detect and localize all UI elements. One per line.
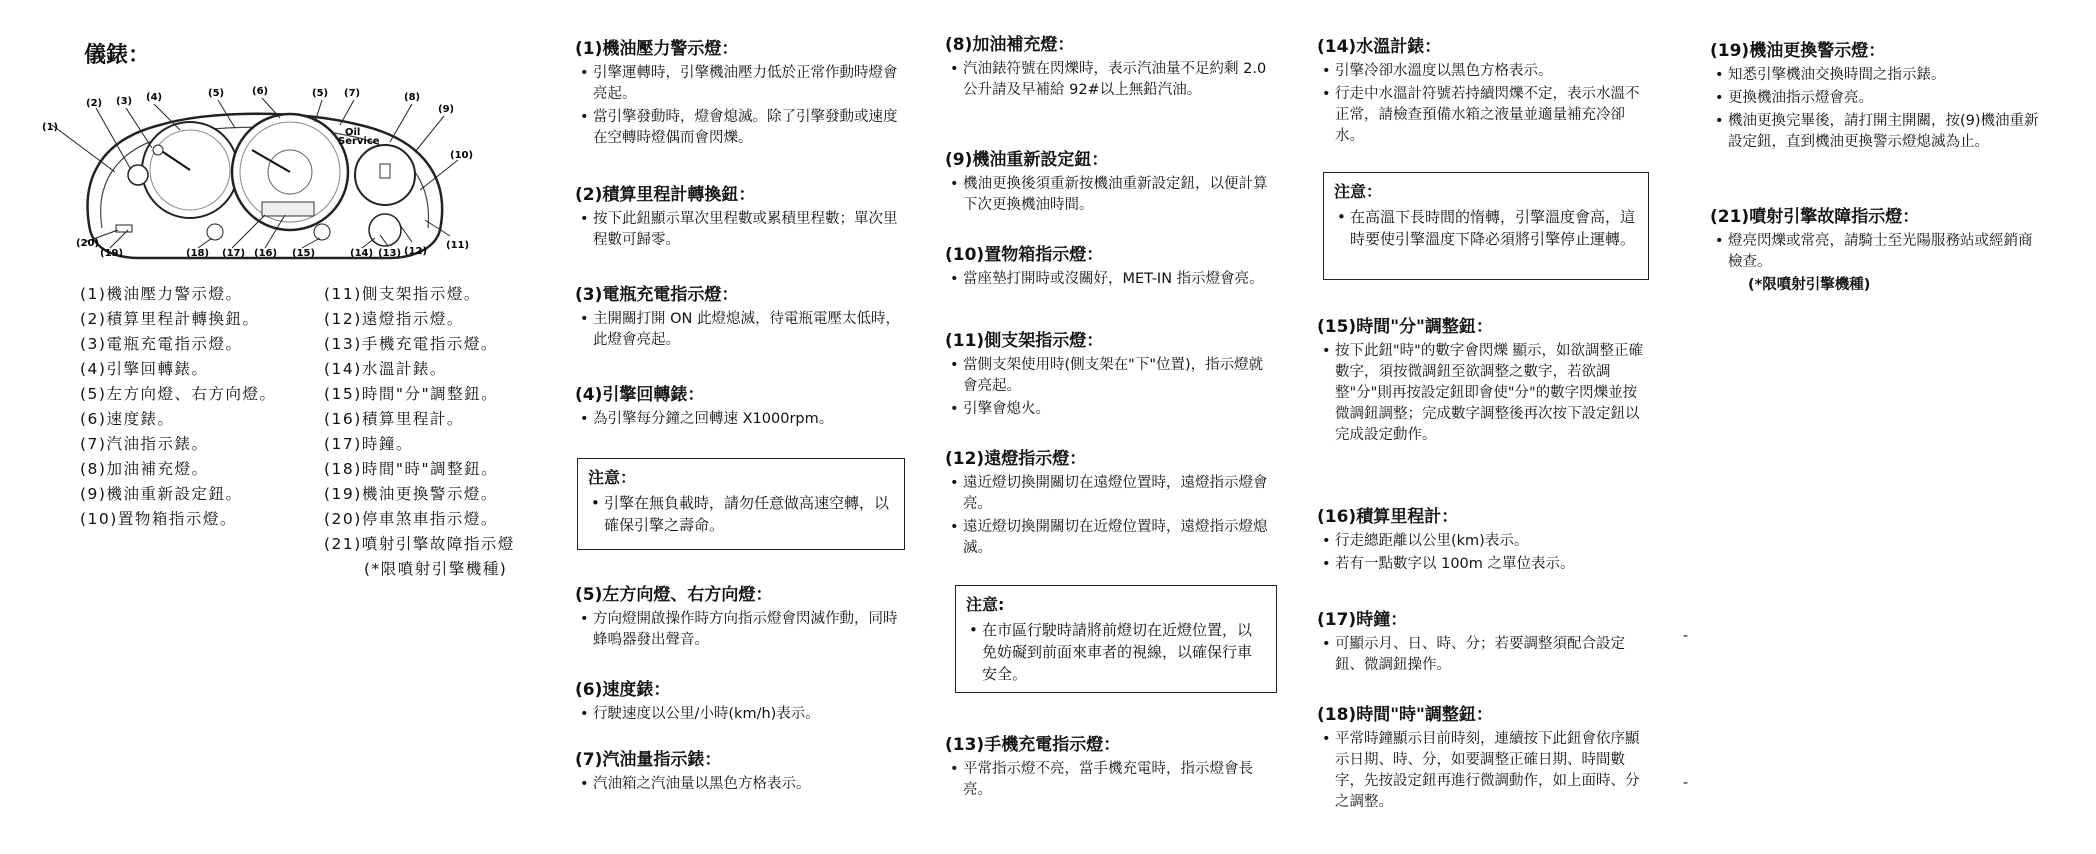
legend-item: (11)側支架指示燈。 — [324, 285, 481, 303]
section-clock — [1317, 605, 1647, 678]
stray-mark: - — [1683, 628, 1689, 644]
section-phone-charge — [945, 730, 1275, 803]
section-title: (13)手機充電指示燈： — [945, 735, 1121, 755]
trip-button — [207, 224, 223, 240]
section-item: • 機油更換完畢後，請打開主開關，按(9)機油重新設定鈕，直到機油更換警示燈熄滅為止。 — [1728, 111, 2040, 153]
section-side-stand — [945, 326, 1275, 422]
section-title: (6)速度錶： — [575, 680, 671, 700]
section-item: • 引擎冷卻水溫度以黑色方格表示。 — [1335, 61, 1647, 82]
section-high-beam — [945, 444, 1275, 561]
legend-item: (2)積算里程計轉換鈕。 — [80, 310, 260, 328]
section-item: • 引擎運轉時，引擎機油壓力低於正常作動時燈會亮起。 — [593, 63, 905, 105]
legend-item: (4)引擎回轉錶。 — [80, 360, 209, 378]
section-title: (15)時間"分"調整鈕： — [1317, 317, 1493, 337]
stray-mark: - — [1683, 775, 1689, 791]
section-title: (12)遠燈指示燈： — [945, 449, 1087, 469]
note-title: 注意: — [966, 595, 1005, 614]
callout-1: (1) — [42, 122, 59, 133]
note-box-engine — [577, 458, 905, 550]
legend-item: (9)機油重新設定鈕。 — [80, 485, 243, 503]
legend-item: (10)置物箱指示燈。 — [80, 510, 237, 528]
legend-item: (7)汽油指示錶。 — [80, 435, 209, 453]
section-item: • 機油更換後須重新按機油重新設定鈕，以便計算下次更換機油時間。 — [963, 174, 1275, 216]
section-item: • 當引擎發動時，燈會熄滅。除了引擎發動或速度在空轉時燈偶而會閃爍。 — [593, 107, 905, 149]
section-battery-lamp — [575, 280, 905, 353]
callout-12: (12) — [404, 246, 428, 257]
section-item: • 燈亮閃爍或常亮，請騎士至光陽服務站或經銷商檢查。 — [1728, 231, 2040, 273]
section-title: (1)機油壓力警示燈： — [575, 39, 739, 59]
section-oil-reset — [945, 145, 1275, 218]
callout-20: (20) — [76, 238, 100, 249]
section-title: (16)積算里程計： — [1317, 507, 1459, 527]
note-box-idling — [1323, 172, 1649, 280]
callout-17: (17) — [222, 248, 246, 259]
callout-11: (11) — [446, 240, 470, 251]
note-title: 注意： — [588, 468, 637, 487]
note-title: 注意： — [1334, 182, 1383, 201]
legend-item: (16)積算里程計。 — [324, 410, 464, 428]
section-item: • 按下此鈕顯示單次里程數或累積里程數；單次里程數可歸零。 — [593, 209, 905, 251]
section-fuel-lamp — [945, 30, 1275, 103]
minute-button — [314, 224, 330, 240]
section-item: • 更換機油指示燈會亮。 — [1728, 88, 2040, 109]
section-item: • 行走總距離以公里(km)表示。 — [1335, 531, 1647, 552]
section-title: (14)水溫計錶： — [1317, 37, 1442, 57]
section-item: • 主開關打開 ON 此燈熄滅，待電瓶電壓太低時，此燈會亮起。 — [593, 309, 905, 351]
section-minute-button — [1317, 312, 1647, 448]
section-title: (18)時間"時"調整鈕： — [1317, 705, 1493, 725]
fuel-gauge — [355, 145, 415, 205]
legend-item: (5)左方向燈、右方向燈。 — [80, 385, 277, 403]
section-oil-pressure — [575, 34, 905, 151]
callout-7: (7) — [344, 88, 361, 99]
section-item: • 行走中水溫計符號若持續閃爍不定，表示水溫不正常，請檢查預備水箱之液量並適量補充冷卻水。 — [1335, 84, 1647, 147]
section-item: • 方向燈開啟操作時方向指示燈會閃滅作動，同時蜂鳴器發出聲音。 — [593, 609, 905, 651]
section-item: • 當座墊打開時或沒關好，MET-IN 指示燈會亮。 — [963, 269, 1275, 290]
callout-15: (15) — [292, 248, 316, 259]
callout-13: (13) — [378, 248, 402, 259]
section-title: (21)噴射引擎故障指示燈： — [1710, 207, 1920, 227]
section-odometer — [1317, 502, 1647, 577]
callout-6: (6) — [252, 86, 269, 97]
section-title: (5)左方向燈、右方向燈： — [575, 585, 773, 605]
oil-pressure-lamp-icon — [128, 165, 148, 185]
legend-item: (3)電瓶充電指示燈。 — [80, 335, 243, 353]
legend-item: (*限噴射引擎機種) — [364, 560, 508, 578]
legend-item: (1)機油壓力警示燈。 — [80, 285, 243, 303]
callout-10: (10) — [450, 150, 474, 161]
section-title: (11)側支架指示燈： — [945, 331, 1104, 351]
section-oil-change-lamp — [1710, 36, 2040, 155]
section-tachometer — [575, 380, 905, 432]
battery-lamp-icon — [153, 145, 163, 155]
section-item: • 遠近燈切換開關切在遠燈位置時，遠燈指示燈會亮。 — [963, 473, 1275, 515]
section-title: (10)置物箱指示燈： — [945, 245, 1104, 265]
legend-item: (8)加油補充燈。 — [80, 460, 209, 478]
section-fi-warning — [1710, 202, 2040, 296]
callout-9: (9) — [438, 104, 455, 115]
section-title: (3)電瓶充電指示燈： — [575, 285, 739, 305]
callout-16: (16) — [254, 248, 278, 259]
section-item: • 引擎會熄火。 — [963, 399, 1275, 420]
callout-5-right: (5) — [312, 88, 329, 99]
parking-brake-lamp-icon — [116, 225, 132, 232]
legend-item: (12)遠燈指示燈。 — [324, 310, 464, 328]
section-storage-lamp — [945, 240, 1275, 292]
section-item: • 按下此鈕"時"的數字會閃爍 顯示，如欲調整正確數字，須按微調鈕至欲調整之數字，若欲調整"分"則再按設定鈕即會使"分"的數字閃爍並按微調鈕調整；完成數字調整後再次按下設定鈕以完成設定動作。 — [1335, 341, 1647, 446]
section-item: • 當側支架使用時(側支架在"下"位置)，指示燈就會亮起。 — [963, 355, 1275, 397]
section-title: (7)汽油量指示錶： — [575, 750, 722, 770]
callout-8: (8) — [404, 92, 421, 103]
callout-2: (2) — [86, 98, 103, 109]
section-item: • 汽油箱之汽油量以黑色方格表示。 — [593, 774, 905, 795]
legend-item: (19)機油更換警示燈。 — [324, 485, 498, 503]
section-item: • 可顯示月、日、時、分；若要調整須配合設定鈕、微調鈕操作。 — [1335, 634, 1647, 676]
oil-label: Oil — [345, 127, 361, 138]
legend-item: (14)水溫計錶。 — [324, 360, 447, 378]
section-item: • 知悉引擎機油交換時間之指示錶。 — [1728, 65, 2040, 86]
note-item: • 在市區行駛時請將前燈切在近燈位置，以免妨礙到前面來車者的視線，以確保行車安全。 — [982, 619, 1266, 685]
section-item: • 若有一點數字以 100m 之單位表示。 — [1335, 554, 1647, 575]
section-item: • 平常指示燈不亮，當手機充電時，指示燈會長亮。 — [963, 759, 1275, 801]
section-item: • 汽油錶符號在閃爍時，表示汽油量不足約剩 2.0 公升請及早補給 92#以上無鉛汽油。 — [963, 59, 1275, 101]
legend-right — [324, 282, 515, 582]
section-fuel-gauge — [575, 745, 905, 797]
section-item: • 平常時鐘顯示目前時刻，連續按下此鈕會依序顯示日期、時、分，如要調整正確日期、時間數字，先按設定鈕再進行微調動作，如上面時、分之調整。 — [1335, 729, 1647, 813]
section-title: (9)機油重新設定鈕： — [945, 150, 1109, 170]
legend-item: (17)時鐘。 — [324, 435, 413, 453]
section-item: • 行駛速度以公里/小時(km/h)表示。 — [593, 704, 905, 725]
callout-14: (14) — [350, 248, 374, 259]
section-turn-signals — [575, 580, 905, 653]
callout-18: (18) — [186, 248, 210, 259]
section-hour-button — [1317, 700, 1647, 815]
instrument-cluster-diagram — [40, 80, 480, 270]
section-trip-button — [575, 180, 905, 253]
legend-item: (15)時間"分"調整鈕。 — [324, 385, 499, 403]
note-item: • 引擎在無負載時，請勿任意做高速空轉，以確保引擎之壽命。 — [604, 492, 894, 536]
legend-item: (20)停車煞車指示燈。 — [324, 510, 498, 528]
section-item: • 遠近燈切換開關切在近燈位置時，遠燈指示燈熄滅。 — [963, 517, 1275, 559]
section-title: (8)加油補充燈： — [945, 35, 1075, 55]
section-item: • 為引擎每分鐘之回轉速 X1000rpm。 — [593, 409, 905, 430]
section-title: (4)引擎回轉錶： — [575, 385, 705, 405]
odometer-display — [262, 202, 314, 216]
legend-item: (6)速度錶。 — [80, 410, 175, 428]
legend-item: (21)噴射引擎故障指示燈 — [324, 535, 515, 553]
section-title: (19)機油更換警示燈： — [1710, 41, 1886, 61]
page-title: 儀錶： — [84, 43, 151, 68]
note-box-headlight — [955, 585, 1277, 693]
section-title: (17)時鐘： — [1317, 610, 1408, 630]
legend-left — [80, 282, 276, 532]
section-speedometer — [575, 675, 905, 727]
service-label: Service — [338, 136, 380, 147]
callout-3: (3) — [116, 96, 133, 107]
legend-item: (13)手機充電指示燈。 — [324, 335, 498, 353]
section-title: (2)積算里程計轉換鈕： — [575, 185, 756, 205]
callout-19: (19) — [100, 248, 124, 259]
note-item: • 在高溫下長時間的惰轉，引擎溫度會高，這時要使引擎溫度下降必須將引擎停止運轉。 — [1350, 206, 1638, 250]
legend-item: (18)時間"時"調整鈕。 — [324, 460, 499, 478]
callout-5-left: (5) — [208, 88, 225, 99]
section-water-temp — [1317, 32, 1647, 149]
callout-4: (4) — [146, 92, 163, 103]
fi-footnote: (*限噴射引擎機種) — [1748, 277, 1871, 293]
